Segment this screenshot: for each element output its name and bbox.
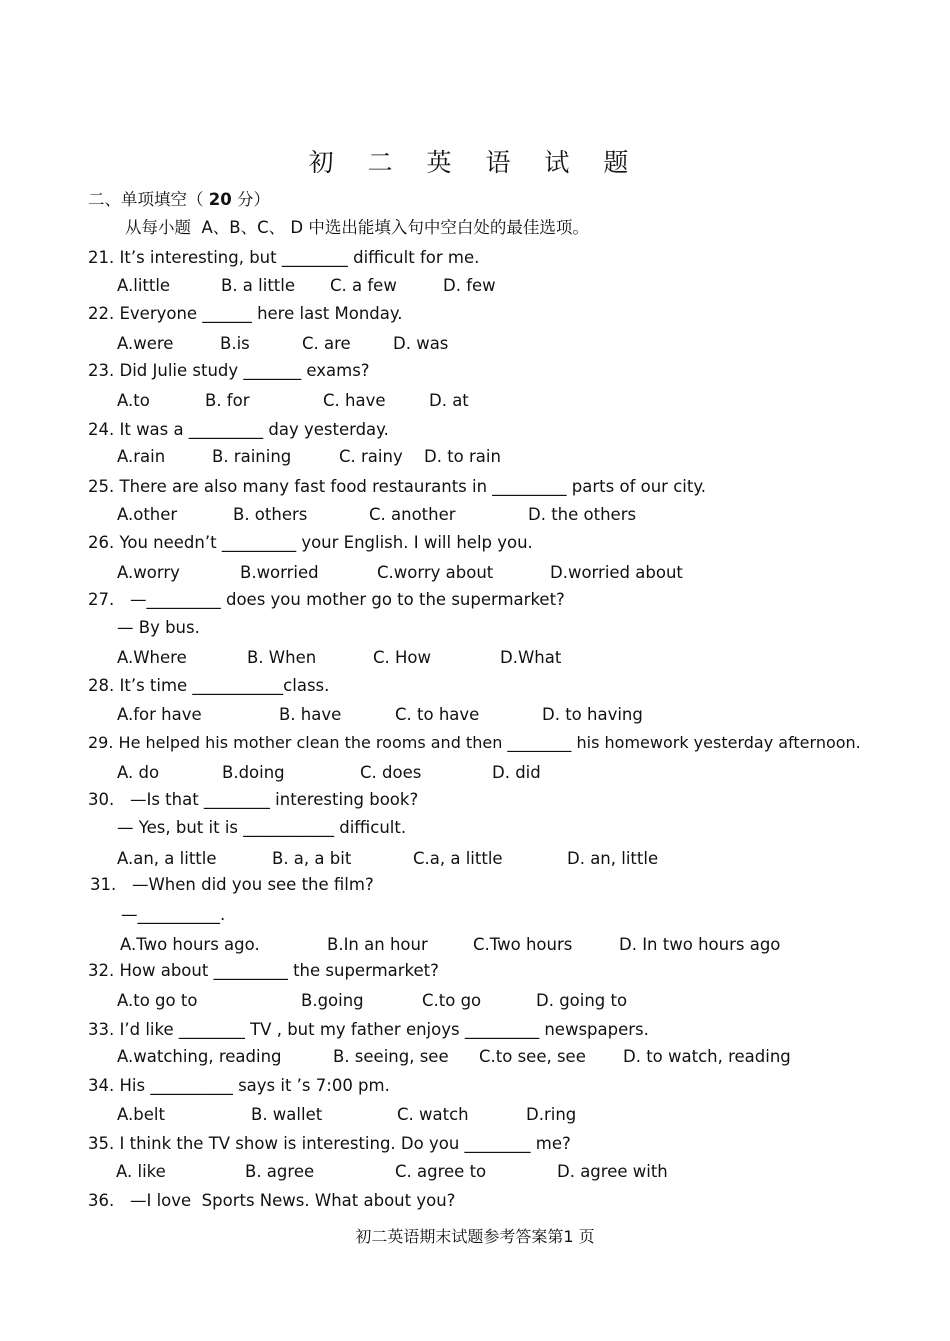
option-d: D. going to [536,991,628,1010]
option-d: D. the others [528,505,637,524]
question-21: 21. It’s interesting, but ________ difficult for me. [88,248,480,267]
option-d: D. an, little [567,849,659,868]
page-footer [0,1224,950,1247]
option-b: B. have [279,705,342,724]
question-23: 23. Did Julie study _______ exams? [88,361,370,380]
question-22: 22. Everyone ______ here last Monday. [88,304,403,323]
option-c: C.a, a little [413,849,503,868]
option-c: C. are [302,334,351,353]
option-a: A.rain [117,447,166,466]
question-24: 24. It was a _________ day yesterday. [88,420,389,439]
option-d: D.What [500,648,562,667]
option-b: B.worried [240,563,319,582]
option-a: A.belt [117,1105,165,1124]
option-a: A. do [117,763,160,782]
footer-suffix: 页 [573,1227,595,1246]
option-c: C. have [323,391,386,410]
option-a: A.Where [117,648,187,667]
section-instruction: 从每小题 A、B、C、 D 中选出能填入句中空白处的最佳选项。 [125,218,589,237]
section-points: 20 [208,190,232,209]
option-c: C. How [373,648,432,667]
option-a: A.to go to [117,991,198,1010]
question-30: 30. —Is that ________ interesting book? [88,790,419,809]
option-c: C. another [369,505,456,524]
reply-30: — Yes, but it is ___________ difficult. [117,818,407,837]
question-29: 29. He helped his mother clean the rooms and then ________ his homework yesterday afternoon. [88,733,861,752]
option-d: D. In two hours ago [619,935,781,954]
option-b: B. When [247,648,317,667]
option-a: A.other [117,505,178,524]
question-36: 36. —I love Sports News. What about you? [88,1191,456,1210]
section-heading-pre: 二、单项填空（ [88,190,209,209]
question-32: 32. How about _________ the supermarket? [88,961,439,980]
option-a: A.worry [117,563,180,582]
option-a: A.to [117,391,150,410]
option-d: D. to having [542,705,643,724]
option-c: C.Two hours [473,935,573,954]
option-b: B.is [220,334,250,353]
option-d: D.ring [526,1105,577,1124]
option-b: B.going [301,991,364,1010]
option-c: C. rainy [339,447,403,466]
option-b: B. a, a bit [272,849,352,868]
reply-27: — By bus. [117,618,200,637]
option-d: D. did [492,763,541,782]
option-a: A.Two hours ago. [120,935,260,954]
footer-text: 初二英语期末试题参考答案第 [355,1227,564,1246]
question-28: 28. It’s time ___________class. [88,676,330,695]
option-b: B. raining [212,447,292,466]
question-34: 34. His __________ says it ’s 7:00 pm. [88,1076,390,1095]
option-d: D. to rain [424,447,501,466]
option-b: B.doing [222,763,285,782]
page-title: 初 二 英 语 试 题 [308,148,642,177]
page-number: 1 [563,1227,574,1246]
option-d: D. agree with [557,1162,668,1181]
option-d: D.worried about [550,563,683,582]
option-b: B. wallet [251,1105,323,1124]
question-25: 25. There are also many fast food restaurants in _________ parts of our city. [88,477,706,496]
option-b: B. others [233,505,308,524]
option-a: A.for have [117,705,202,724]
option-b: B.In an hour [327,935,428,954]
option-a: A.watching, reading [117,1047,282,1066]
question-27: 27. —_________ does you mother go to the supermarket? [88,590,565,609]
option-d: D. was [393,334,449,353]
option-c: C. a few [330,276,397,295]
question-35: 35. I think the TV show is interesting. Do you ________ me? [88,1134,571,1153]
option-c: C.to see, see [479,1047,586,1066]
option-d: D. at [429,391,469,410]
option-c: C. watch [397,1105,469,1124]
reply-31: —__________. [121,905,226,924]
option-a: A.little [117,276,171,295]
option-b: B. agree [245,1162,315,1181]
option-a: A.an, a little [117,849,217,868]
option-b: B. seeing, see [333,1047,449,1066]
option-b: B. for [205,391,250,410]
option-c: C. to have [395,705,480,724]
option-c: C.worry about [377,563,494,582]
question-26: 26. You needn’t _________ your English. I will help you. [88,533,533,552]
section-heading-post: 分） [231,190,270,209]
option-d: D. to watch, reading [623,1047,791,1066]
question-33: 33. I’d like ________ TV , but my father enjoys _________ newspapers. [88,1020,649,1039]
option-b: B. a little [221,276,296,295]
option-c: C. does [360,763,422,782]
option-d: D. few [443,276,496,295]
option-c: C.to go [422,991,482,1010]
question-31: 31. —When did you see the film? [90,875,374,894]
section-heading [88,190,270,210]
option-c: C. agree to [395,1162,487,1181]
option-a: A. like [116,1162,166,1181]
option-a: A.were [117,334,174,353]
